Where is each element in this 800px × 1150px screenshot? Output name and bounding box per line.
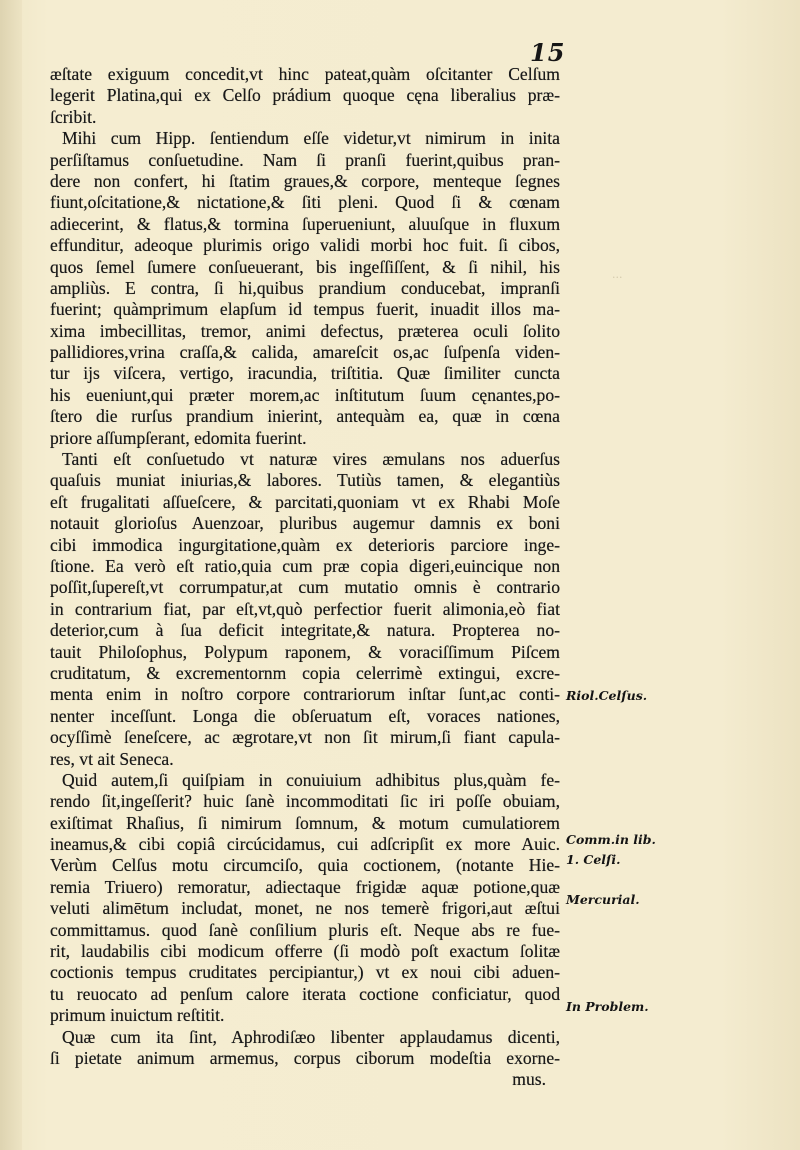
text-line: pallidiores,vrina craſſa,& calida, amareſcit os,ac ſuſpenſa viden-	[50, 342, 560, 363]
text-line: fiunt,oſcitatione,& nictatione,& ſiti pleni. Quod ſi & cœnam	[50, 192, 560, 213]
text-line: xima imbecillitas, tremor, animi defectus, præterea oculi ſolito	[50, 320, 560, 341]
text-line: remia Triuero) remoratur, adiectaque frigidæ aquæ potione,quæ	[50, 876, 560, 897]
text-line: coctionis tempus cruditates percipiantur,) vt ex noui cibi aduen-	[50, 962, 560, 983]
text-line: menta enim in noſtro corpore contrariorum inſtar ſunt,ac conti-	[50, 684, 560, 705]
text-line: Mihi cum Hipp. ſentiendum eſſe videtur,vt nimirum in inita	[62, 128, 560, 149]
text-line: perſiſtamus conſuetudine. Nam ſi pranſi fuerint,quibus pran-	[50, 149, 560, 170]
text-line: tauit Philoſophus, Polypum raponem, & voraciſſimum Piſcem	[50, 641, 560, 662]
text-line: committamus. quod ſanè conſilium pluris eſt. Neque abs re fue-	[50, 919, 560, 940]
page-number: 15	[530, 38, 566, 67]
text-line: tur ijs viſcera, vertigo, iracundia, triſtitia. Quæ ſimiliter cuncta	[50, 363, 560, 384]
text-line: quaſuis muniat iniurias,& labores. Tutiùs tamen, & elegantiùs	[50, 470, 560, 491]
text-line: his eueniunt,qui præter morem,ac inſtitutum ſuum cęnantes,po-	[50, 384, 560, 405]
text-line: ſtero die rurſus prandium inierint, antequàm ea, quæ in cœna	[50, 406, 560, 427]
text-line: exiſtimat Rhaſius, ſi nimirum ſomnum, & motum cumulatiorem	[50, 812, 560, 833]
text-line: mus.	[512, 1069, 546, 1090]
text-line: res, vt ait Seneca.	[50, 748, 174, 769]
text-line: æſtate exiguum concedit,vt hinc pateat,quàm oſcitanter Celſum	[50, 64, 560, 84]
text-line: Quid autem,ſi quiſpiam in conuiuium adhibitus plus,quàm fe-	[62, 769, 560, 790]
text-line: ſtione. Ea verò eſt ratio,quia cum præ copia digeri,euincique non	[50, 555, 560, 576]
text-line: Quæ cum ita ſint, Aphrodiſæo libenter applaudamus dicenti,	[62, 1026, 560, 1047]
text-line: ocyſſimè ſeneſcere, ac ægrotare,vt non ſit mirum,ſi fiant capula-	[50, 727, 560, 748]
text-line: effunditur, adeoque plurimis origo validi morbi hoc fuit. ſi cibos,	[50, 235, 560, 256]
text-line: primum inuictum reſtitit.	[50, 1005, 225, 1026]
margin-note: In Problem.	[566, 999, 649, 1014]
text-line: notauit glorioſus Auenzoar, pluribus augemur damnis ex boni	[50, 513, 560, 534]
text-line: nenter inceſſunt. Longa die obſeruatum eſt, voraces nationes,	[50, 705, 560, 726]
text-line: Tanti eſt conſuetudo vt naturæ vires æmulans nos aduerſus	[62, 449, 560, 470]
text-line: ampliùs. E contra, ſi hi,quibus prandium conducebat, impranſi	[50, 277, 560, 298]
body-text	[50, 64, 560, 1091]
text-line: ineamus,& cibi copiâ circúcidamus, cui adſcripſit ex more Auic.	[50, 834, 560, 855]
text-line: rit, laudabilis cibi modicum offerre (ſi modò poſt exactum ſolitæ	[50, 941, 560, 962]
margin-note: Mercurial.	[566, 892, 640, 907]
text-line: veluti alimētum includat, monet, ne nos temerè frigori,aut æſtui	[50, 898, 560, 919]
text-line: quos ſemel ſumere conſueuerant, bis ingeſſiſſent, & ſi nihil, his	[50, 256, 560, 277]
text-line: in contrarium fiat, par eſt,vt,quò perfectior fuerit alimonia,eò fiat	[50, 598, 560, 619]
ink-bleed-mark: ...	[612, 268, 623, 281]
text-line: poſſit,ſupereſt,vt corrumpatur,at cum mutatio omnis è contrario	[50, 577, 560, 598]
text-line: cibi immodica ingurgitatione,quàm ex deterioris parciore inge-	[50, 534, 560, 555]
text-line: dere non confert, hi ſtatim graues,& corpore, menteque ſegnes	[50, 170, 560, 191]
margin-note: Riol.Celſus.	[566, 688, 648, 703]
text-line: tu reuocato ad penſum calore iterata coctione conficiatur, quod	[50, 983, 560, 1004]
text-line: ſcribit.	[50, 106, 97, 127]
text-line: fuerint; quàmprimum elapſum id tempus fuerit, inuadit illos ma-	[50, 299, 560, 320]
text-line: deterior,cum à ſua deficit integritate,& natura. Propterea no-	[50, 620, 560, 641]
text-line: legerit Platina,qui ex Celſo prádium quoque cęna liberalius præ-	[50, 85, 560, 106]
text-line: ſi pietate animum armemus, corpus ciborum modeſtia exorne-	[50, 1047, 560, 1068]
text-line: Verùm Celſus motu circumciſo, quia coctionem, (notante Hie-	[50, 855, 560, 876]
margin-note: Comm.in lib.	[566, 832, 656, 847]
text-line: rendo ſit,ingeſſerit? huic ſanè incommoditati ſic iri poſſe obuiam,	[50, 791, 560, 812]
margin-note: 1. Celſi.	[566, 852, 621, 867]
text-line: priore aſſumpſerant, edomita fuerint.	[50, 427, 307, 448]
text-line: cruditatum, & excrementornm copia celerrimè extingui, excre-	[50, 662, 560, 683]
text-line: adiecerint, & flatus,& tormina ſuperueniunt, aluuſque in fluxum	[50, 213, 560, 234]
text-line: eſt frugalitati aſſueſcere, & parcitati,quoniam vt ex Rhabi Moſe	[50, 491, 560, 512]
